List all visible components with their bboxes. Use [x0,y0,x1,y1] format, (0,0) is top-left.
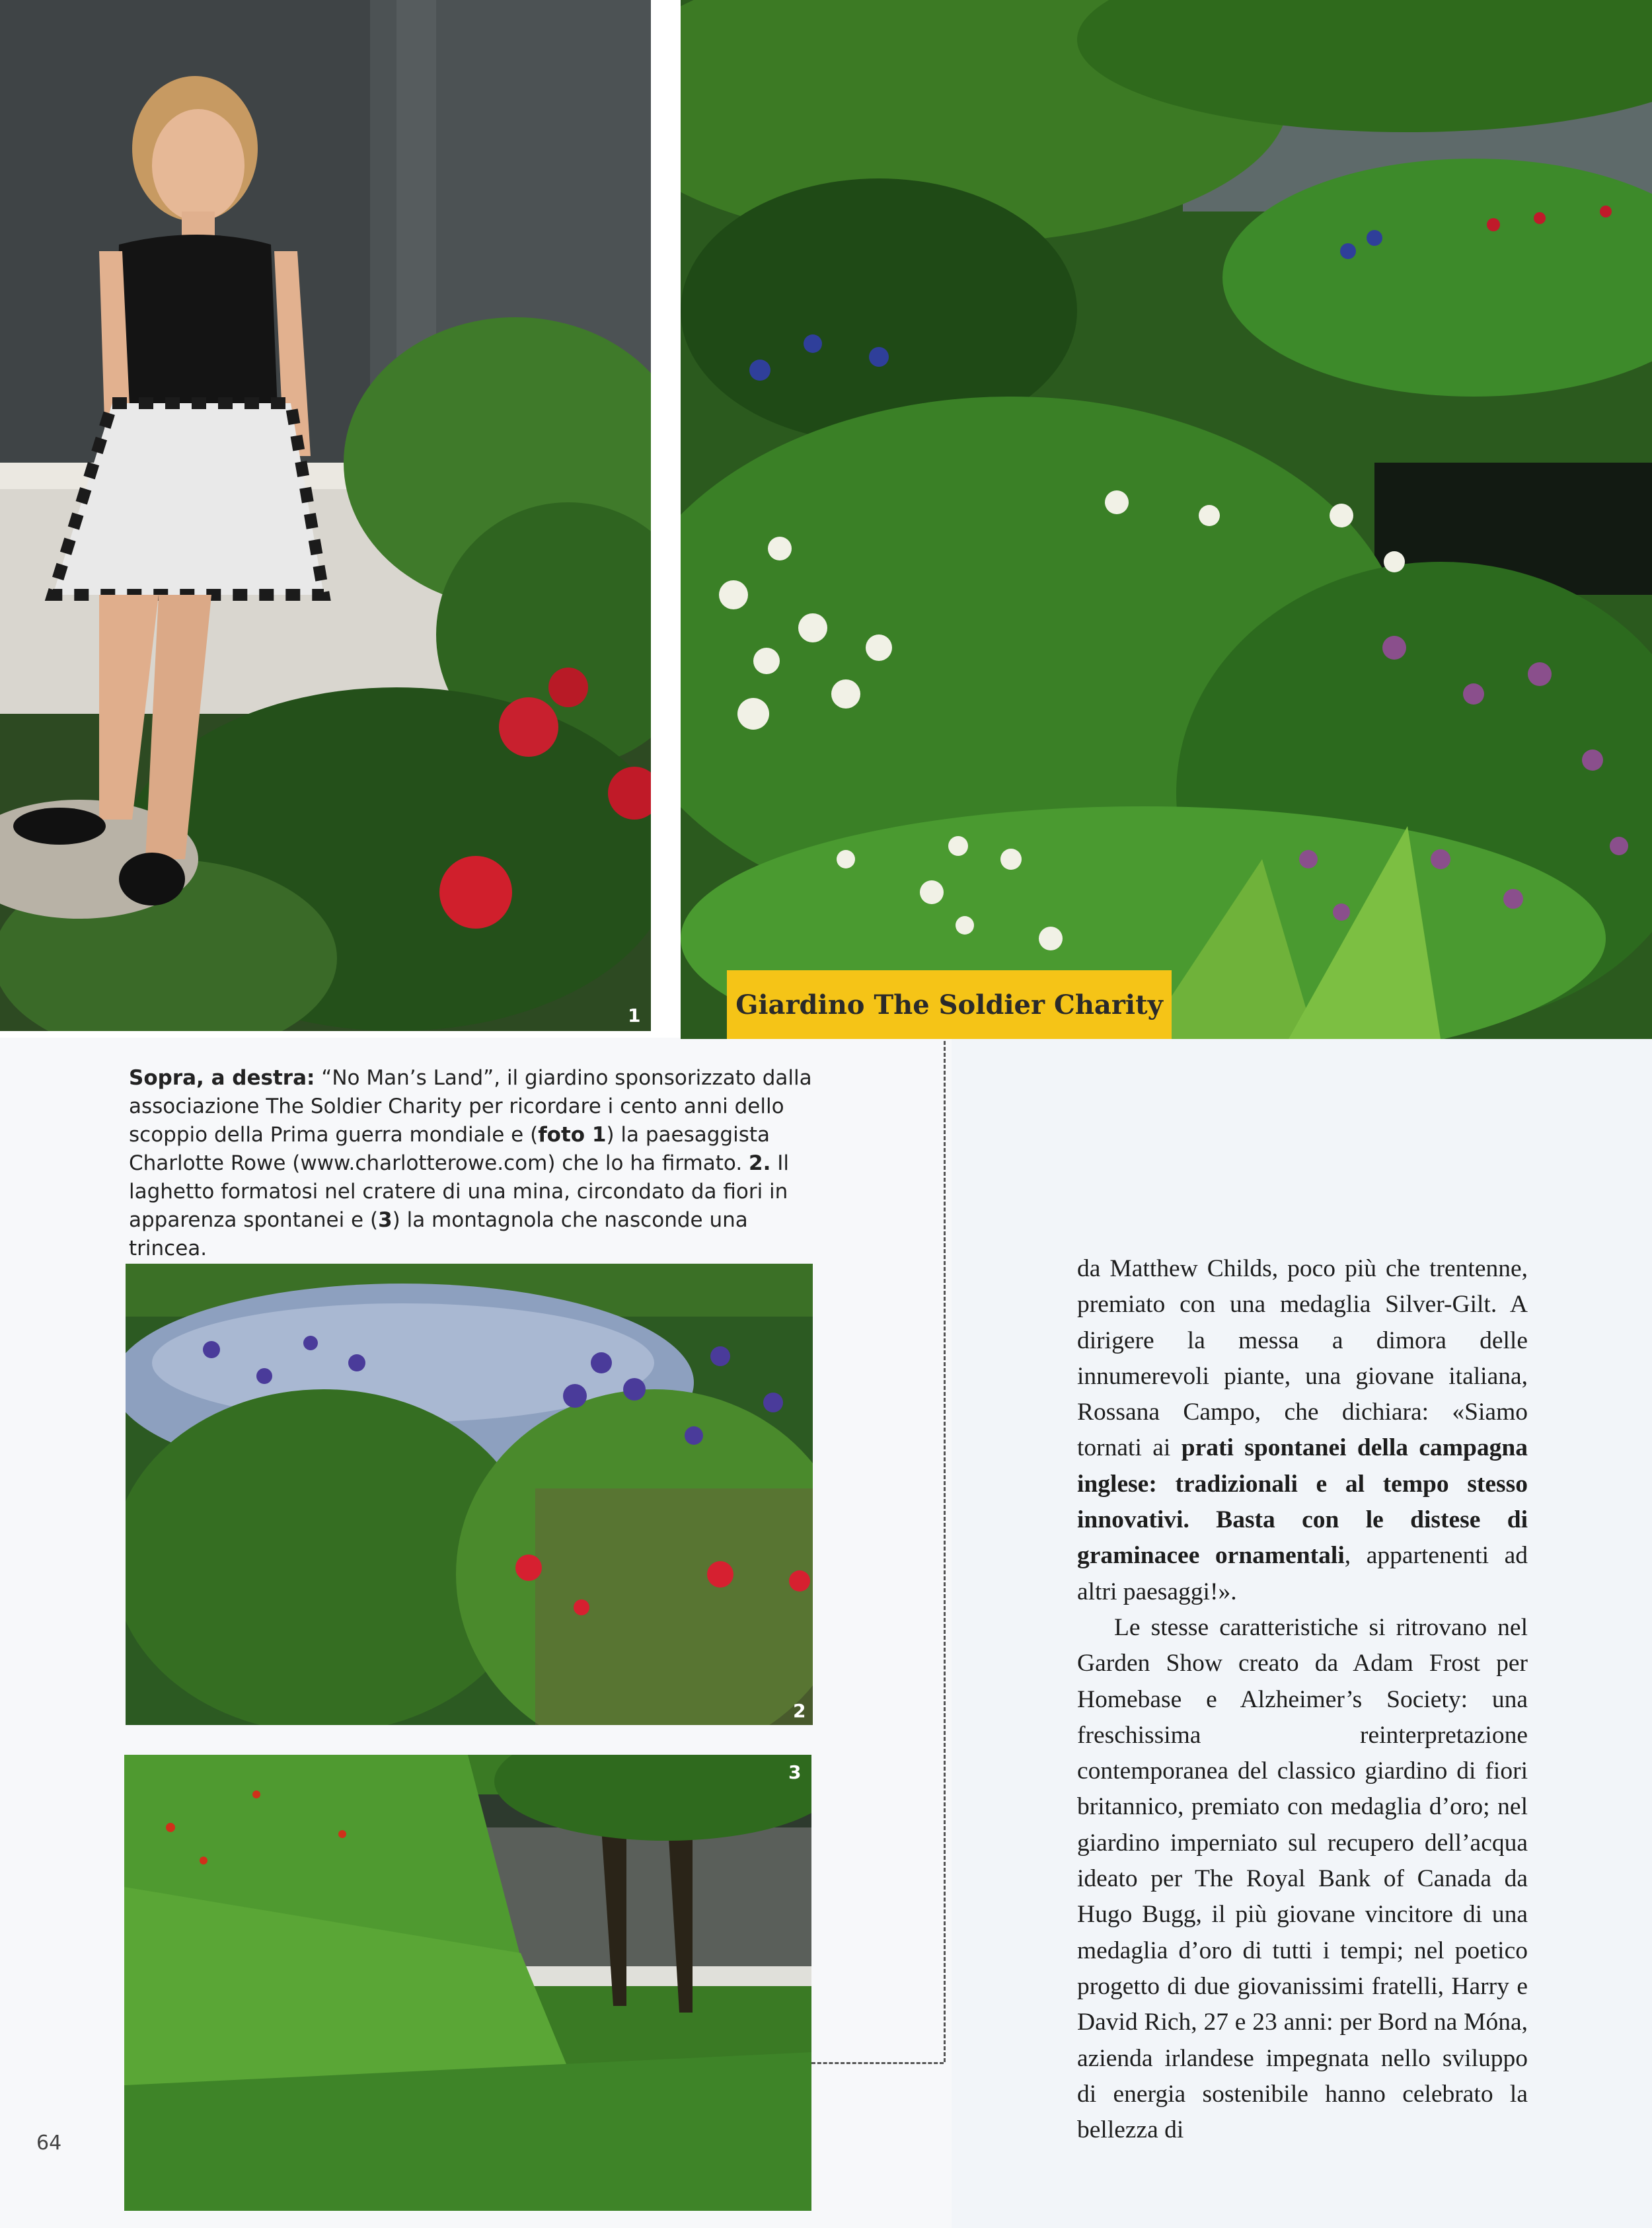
caption-bold-1: foto 1 [538,1123,607,1147]
article-p1-bold: prati spontanei della campagna inglese: tradizionali e al tempo stesso innovativi. Basta con le distese di graminacee ornamentali [1077,1434,1528,1570]
page-number: 64 [36,2132,62,2155]
photo-number-2: 2 [793,1700,806,1722]
photo-trench-mound [124,1755,811,2211]
article-p1-start: da Matthew Childs, poco più che trentenne, premiato con una medaglia Silver-Gilt. A dirigere la messa a dimora delle innumerevoli piante, una giovane italiana, Rossana Campo, che dichiara: «Siamo tornati ai [1077,1255,1528,1462]
article-p1-end: , appartenenti ad altri paesaggi!». [1077,1542,1528,1605]
dashed-divider-horizontal [811,2062,944,2064]
photo-number-3: 3 [788,1761,802,1783]
photo-number-1: 1 [628,1005,641,1026]
photo-crater-pond-image [126,1264,813,1725]
caption-text-4: ) la montagnola che nasconde una trincea. [129,1208,748,1260]
caption-bold-2: 2. [749,1151,771,1175]
photo-trench-mound-image [124,1755,811,2211]
caption-lead: Sopra, a destra: [129,1066,315,1090]
photo-charlotte-rowe-image [0,0,651,1031]
garden-title-banner: Giardino The Soldier Charity [727,970,1172,1039]
photo-caption [129,1064,829,1263]
caption-text-3: Il laghetto formatosi nel cratere di una mina, circondato da fiori in apparenza spontanei e ( [129,1151,789,1232]
photo-crater-pond [126,1264,813,1725]
article-paragraph-1 [1077,1251,1528,1610]
caption-bold-3: 3 [378,1208,393,1232]
caption-text-1: “No Man’s Land”, il giardino sponsorizzato dalla associazione The Soldier Charity per ricordare i cento anni dello scoppio della Prima guerra mondiale e ( [129,1066,812,1147]
dashed-divider-vertical [944,1041,946,2062]
caption-text-2: ) la paesaggista Charlotte Rowe (www.charlotterowe.com) che lo ha firmato. [129,1123,770,1175]
article-body [1077,1251,1528,2148]
photo-soldier-charity-garden [681,0,1652,1039]
article-paragraph-2: Le stesse caratteristiche si ritrovano nel Garden Show creato da Adam Frost per Homebase e Alzheimer’s Society: una freschissima reinterpretazione contemporanea del classico giardino di fiori britannico, premiato con medaglia d’oro; nel giardino imperniato sul recupero dell’acqua ideato per The Royal Bank of Canada da Hugo Bugg, il più giovane vincitore di una medaglia d’oro di tutti i tempi; nel poetico progetto di due giovanissimi fratelli, Harry e David Rich, 27 e 23 anni: per Bord na Móna, azienda irlandese impegnata nello sviluppo di energia sostenibile hanno celebrato la bellezza di [1077,1613,1528,2144]
photo-charlotte-rowe [0,0,651,1031]
photo-soldier-charity-garden-image [681,0,1652,1039]
